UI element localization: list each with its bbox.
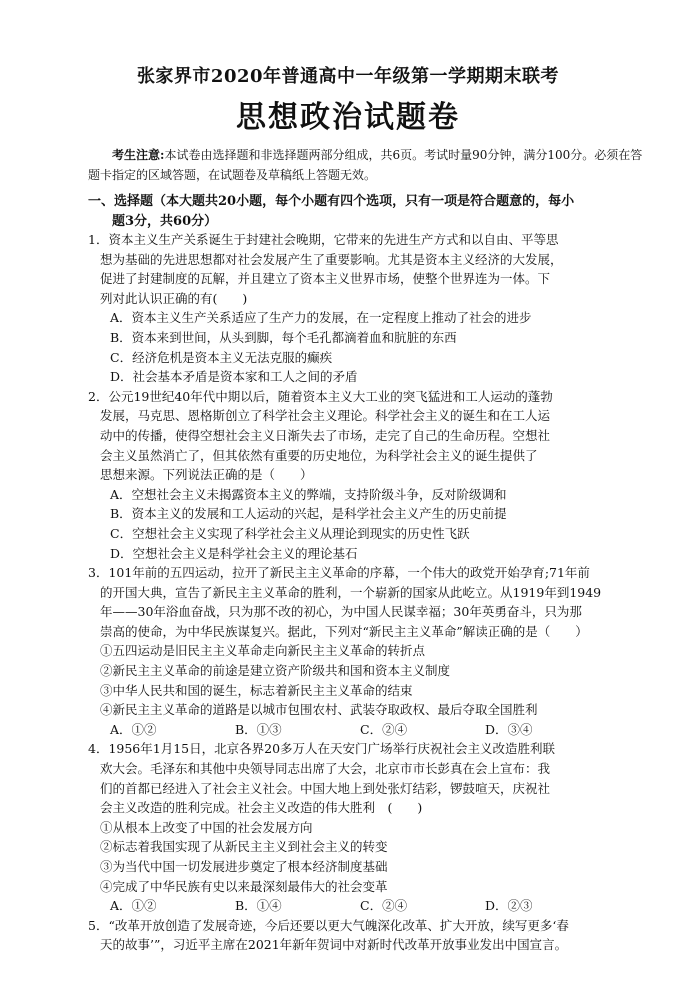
answer-choice: A．①② xyxy=(110,721,157,737)
question-5 xyxy=(88,916,648,955)
answer-choice: C．②④ xyxy=(360,898,408,914)
question-text-line: 年——30年浴血奋战，只为那不改的初心，为中国人民谋幸福；30年英勇奋斗，只为那 xyxy=(100,604,582,620)
question-text-line: ②新民主主义革命的前途是建立资产阶级共和国和资本主义制度 xyxy=(100,663,451,679)
question-1 xyxy=(88,230,648,387)
notice-text: 本试卷由选择题和非选择题两部分组成，共6页。考试时量90分钟，满分100分。必须在答题卡指定的区域答题，在试题卷及草稿纸上答题无效。 xyxy=(88,148,643,182)
question-text-line: 发展，马克思、恩格斯创立了科学社会主义理论。科学社会主义的诞生和在工人运 xyxy=(100,408,551,424)
answer-option: D．社会基本矛盾是资本家和工人之间的矛盾 xyxy=(110,369,358,385)
question-text-line: ①从根本上改变了中国的社会发展方向 xyxy=(100,819,313,835)
notice-label: 考生注意: xyxy=(112,148,165,162)
question-text-line: 2．公元19世纪40年代中期以后，随着资本主义大工业的突飞猛进和工人运动的蓬勃 xyxy=(88,388,553,404)
question-text-line: 4．1956年1月15日，北京各界20多万人在天安门广场举行庆祝社会主义改造胜利联 xyxy=(88,741,556,757)
question-text-line: ①五四运动是旧民主主义革命走向新民主主义革命的转折点 xyxy=(100,643,426,659)
question-2 xyxy=(88,387,648,563)
answer-choice: C．②④ xyxy=(360,721,408,737)
answer-option: C．经济危机是资本主义无法克服的癫疾 xyxy=(110,349,333,365)
answer-option: C．空想社会主义实现了科学社会主义从理论到现实的历史性飞跃 xyxy=(110,525,470,541)
question-text-line: 崇高的使命，为中华民族谋复兴。据此，下列对“新民主主义革命”解读正确的是（ ） xyxy=(100,623,588,639)
answer-option: B．资本来到世间，从头到脚，每个毛孔都滴着血和肮脏的东西 xyxy=(110,329,457,345)
exam-subtitle: 思想政治试题卷 xyxy=(236,100,460,135)
question-text-line: ③为当代中国一切发展进步奠定了根本经济制度基础 xyxy=(100,859,388,874)
answer-choice-row xyxy=(88,720,648,740)
question-text-line: ③中华人民共和国的诞生，标志着新民主主义革命的结束 xyxy=(100,682,413,698)
question-text-line: 1．资本主义生产关系诞生于封建社会晚期，它带来的先进生产方式和以自由、平等思 xyxy=(88,232,559,247)
question-3 xyxy=(88,563,648,739)
answer-option: A．空想社会主义未揭露资本主义的弊端，支持阶级斗争，反对阶级调和 xyxy=(110,486,507,502)
answer-choice: B．①③ xyxy=(235,721,282,737)
question-text-line: 们的首都已经进入了社会主义社会。中国大地上到处张灯结彩，锣鼓喧天，庆祝社 xyxy=(100,780,551,796)
answer-choice: D．②③ xyxy=(485,898,533,914)
answer-option: B．资本主义的发展和工人运动的兴起，是科学社会主义产生的历史前提 xyxy=(110,506,507,522)
question-text-line: 列对此认识正确的有( ) xyxy=(100,290,248,306)
question-list xyxy=(88,230,648,955)
question-text-line: 会主义改造的胜利完成。社会主义改造的伟大胜利 ( ) xyxy=(100,800,423,816)
answer-choice: A．①② xyxy=(110,898,157,914)
question-text-line: 5．“改革开放创造了发展奇迹，今后还要以更大气魄深化改革、扩大开放，续写更多‘春 xyxy=(88,917,569,933)
question-4 xyxy=(88,739,648,915)
question-text-line: 欢大会。毛泽东和其他中央领导同志出席了大会，北京市市长彭真在会上宣布：我 xyxy=(100,761,551,777)
answer-choice: D．③④ xyxy=(485,721,533,737)
answer-choice: B．①④ xyxy=(235,898,282,914)
answer-option: A．资本主义生产关系适应了生产力的发展，在一定程度上推动了社会的进步 xyxy=(110,310,532,326)
question-text-line: 想为基础的先进思想都对社会发展产生了重要影响。尤其是资本主义经济的大发展， xyxy=(100,251,563,267)
question-text-line: 会主义虽然消亡了，但其依然有重要的历史地位，为科学社会主义的诞生提供了 xyxy=(100,447,538,463)
question-text-line: ④新民主主义革命的道路是以城市包围农村、武装夺取政权、最后夺取全国胜利 xyxy=(100,702,538,718)
section-heading-line: 一、选择题（本大题共20小题，每个小题有四个选项，只有一项是符合题意的，每小 xyxy=(88,194,575,209)
question-text-line: 促进了封建制度的瓦解，并且建立了资本主义世界市场，使整个世界连为一体。下 xyxy=(100,271,551,287)
section-heading-line: 题3分，共60分） xyxy=(112,214,218,229)
answer-option: D．空想社会主义是科学社会主义的理论基石 xyxy=(110,545,358,561)
question-text-line: 3．101年前的五四运动，拉开了新民主主义革命的序幕，一个伟大的政党开始孕育;71年前 xyxy=(88,565,590,581)
answer-choice-row xyxy=(88,896,648,916)
question-text-line: 的开国大典，宣告了新民主主义革命的胜利，一个崭新的国家从此屹立。从1919年到1949 xyxy=(100,584,602,600)
question-text-line: ②标志着我国实现了从新民主主义到社会主义的转变 xyxy=(100,839,388,855)
question-text-line: 天的故事’”，习近平主席在2021年新年贺词中对新时代改革开放事业发出中国宣言。 xyxy=(100,937,568,953)
question-text-line: ④完成了中华民族有史以来最深刻最伟大的社会变革 xyxy=(100,878,388,894)
exam-title: 张家界市2020年普通高中一年级第一学期期末联考 xyxy=(136,66,560,87)
exam-notice xyxy=(88,145,648,185)
question-text-line: 思想来源。下列说法正确的是（ ） xyxy=(100,467,313,483)
section-heading xyxy=(88,192,648,232)
question-text-line: 动中的传播，使得空想社会主义日渐失去了市场，走完了自己的生命历程。空想社 xyxy=(100,427,551,443)
